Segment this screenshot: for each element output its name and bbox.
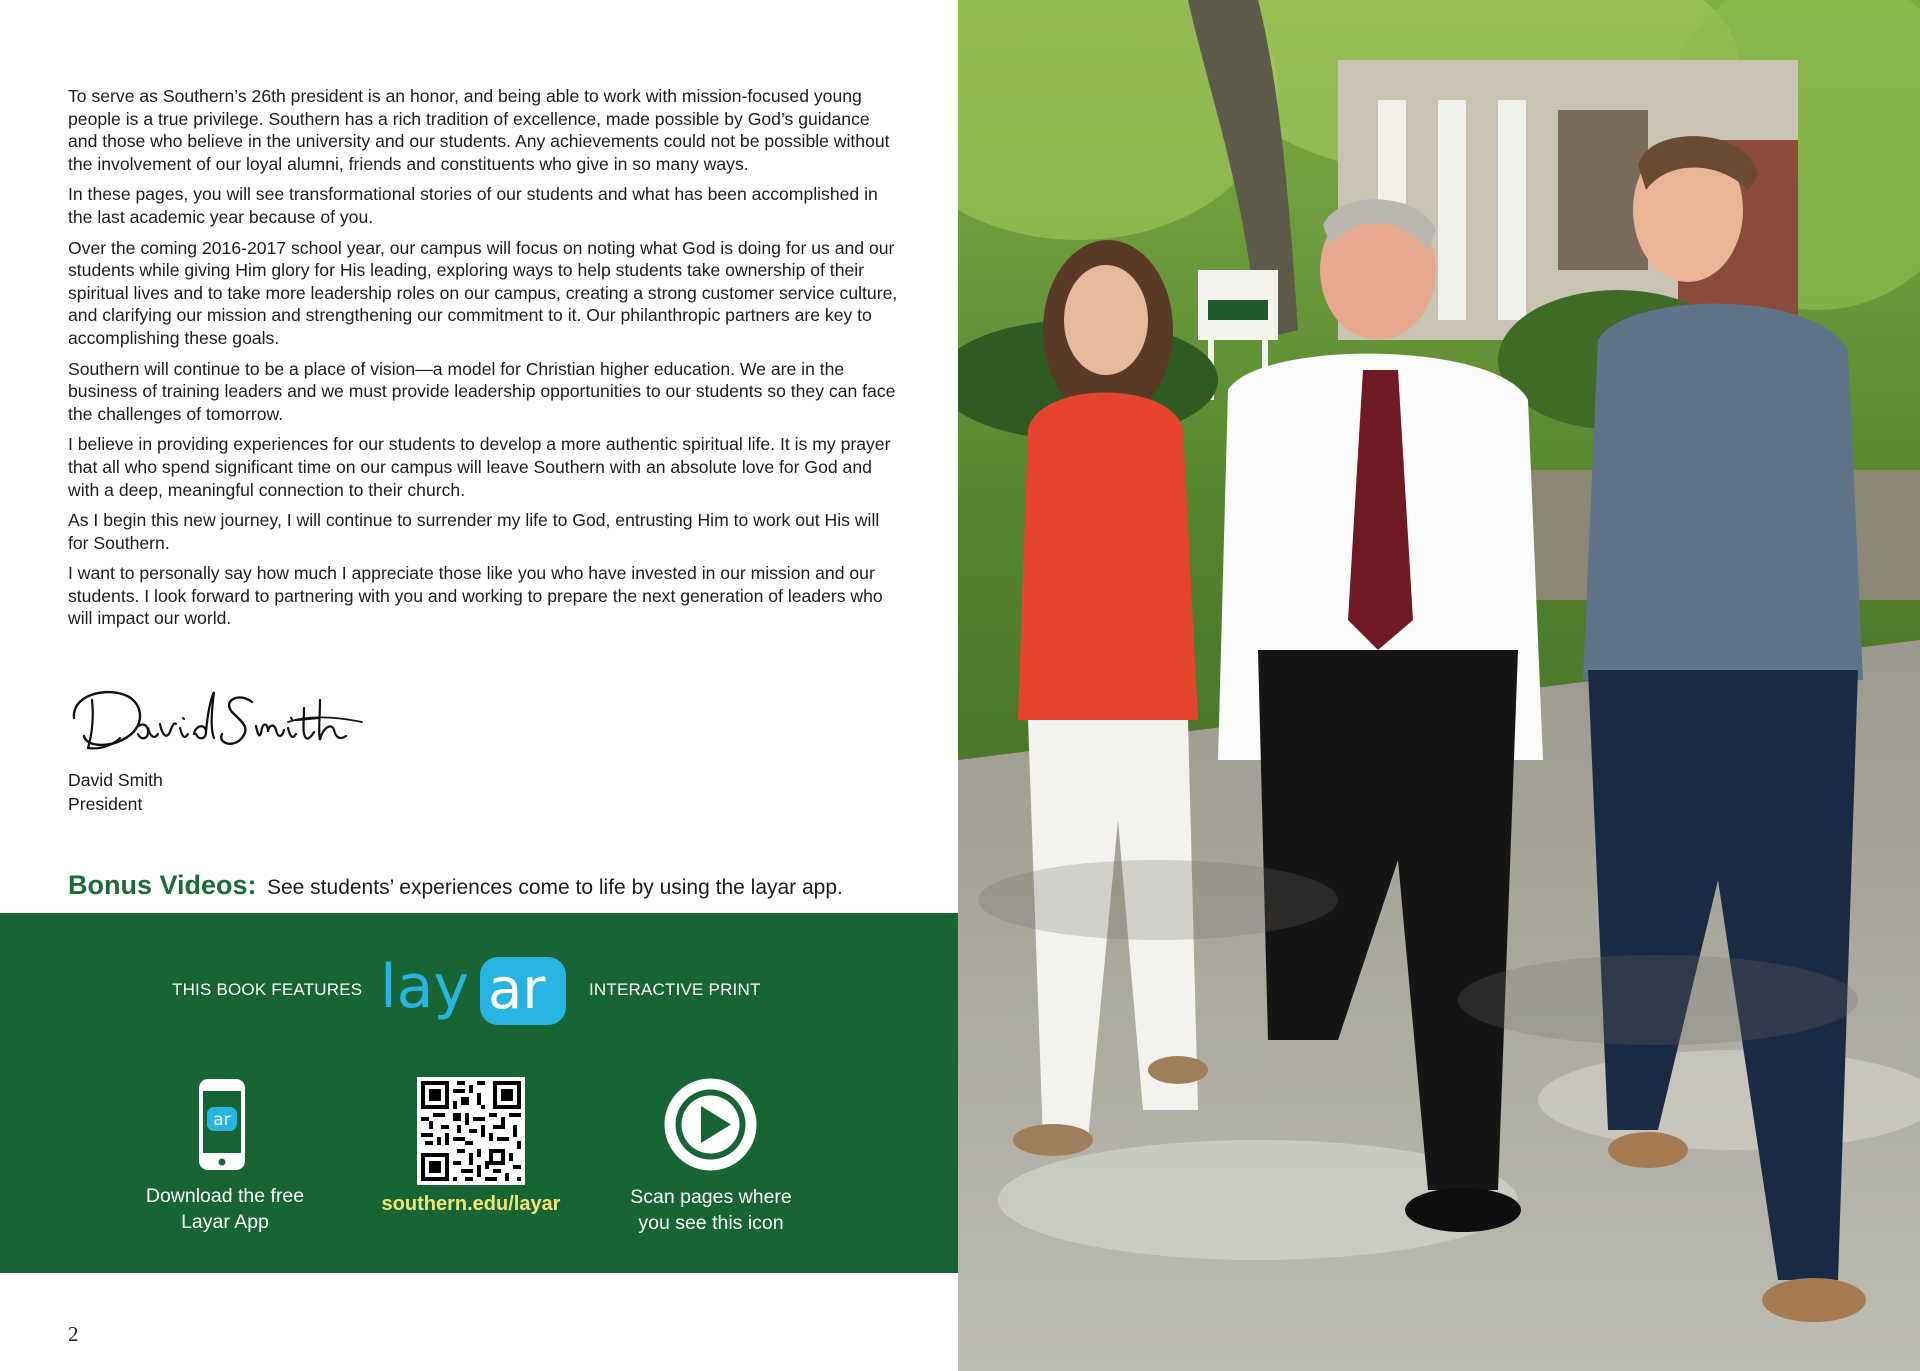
left-page (0, 0, 958, 1371)
letter-paragraph: I believe in providing experiences for our students to develop a more authentic spiritual life. It is my prayer that all who spend significant time on our campus will leave Southern with an absolute love for God and with a deep, meaningful connection to their church. (68, 434, 891, 500)
layar-logo (378, 945, 568, 1027)
book-features-caption: THIS BOOK FEATURES (172, 980, 363, 999)
layar-logo-ar: ar (488, 957, 546, 1022)
layar-logo-lay: lay (380, 952, 469, 1022)
play-icon[interactable] (663, 1077, 758, 1172)
scan-pages-label (600, 1184, 822, 1236)
letter-paragraph: Over the coming 2016-2017 school year, our campus will focus on noting what God is doing for us and our students while giving Him glory for His leading, exploring ways to help students take ownership of their spiritual lives and to take more leadership roles on our campus, creating a strong customer service culture, and clarifying our mission and strengthening our commitment to it. Our philanthropic partners are key to accomplishing these goals. (68, 237, 898, 348)
president-letter (68, 85, 898, 638)
letter-paragraph: In these pages, you will see transformational stories of our students and what has been accomplished in the last academic year because of you. (68, 184, 878, 227)
bonus-videos-text: See students’ experiences come to life by using the layar app. (266, 876, 843, 899)
interactive-print-caption: INTERACTIVE PRINT (589, 980, 761, 999)
signer-title: President (68, 794, 143, 814)
download-line-2: Layar App (181, 1211, 269, 1233)
scan-line-2: you see this icon (638, 1212, 784, 1234)
letter-paragraph: Southern will continue to be a place of vision—a model for Christian higher education. We are in the business of training leaders and we must provide leadership opportunities to our students so they can face the challenges of tomorrow. (68, 358, 896, 424)
page-number: 2 (68, 1322, 79, 1346)
letter-paragraph: To serve as Southern’s 26th president is an honor, and being able to work with mission-focused young people is a true privilege. Southern has a rich tradition of excellence, made possible by God’s guidance and those who believe in the university and our students. Any achievements could not be possible without the involvement of our loyal alumni, friends and constituents who give in so many ways. (68, 86, 890, 174)
bonus-videos-label: Bonus Videos: (68, 870, 257, 900)
download-app-label (130, 1183, 320, 1235)
letter-paragraph: As I begin this new journey, I will continue to surrender my life to God, entrusting Him to work out His will for Southern. (68, 510, 880, 553)
qr-code-icon[interactable] (417, 1077, 525, 1185)
signer-name: David Smith (68, 770, 163, 790)
phone-icon (197, 1077, 247, 1172)
download-line-1: Download the free (145, 1185, 305, 1207)
handwritten-signature (62, 678, 382, 758)
phone-icon-text: ar (213, 1110, 231, 1130)
scan-line-1: Scan pages where (630, 1186, 792, 1208)
bonus-videos-line (68, 870, 843, 901)
campus-walk-photo (958, 0, 1920, 1371)
letter-paragraph: I want to personally say how much I appreciate those like you who have invested in our mission and our students. I look forward to partnering with you and working to prepare the next generation of leaders who will impact our world. (68, 563, 883, 629)
layar-url-link[interactable]: southern.edu/layar (381, 1193, 561, 1215)
